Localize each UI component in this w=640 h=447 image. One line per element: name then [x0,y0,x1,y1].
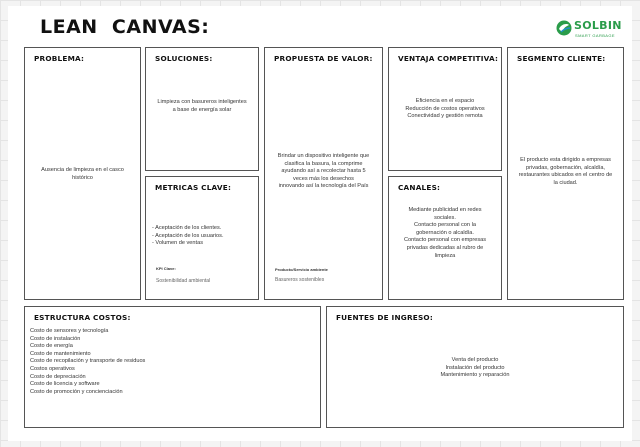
problema-heading: PROBLEMA: [34,54,85,63]
logo [556,18,620,42]
ingresos-line: Mantenimiento y reparación [440,372,510,379]
canales-line: sociales. [434,214,456,221]
product-label: Producto/Servicio ambiente [275,267,328,272]
soluciones-line: a base de energía solar [172,106,232,113]
metricas-line: - Aceptación de los usuarios. [152,232,224,239]
problema-line: histórico [72,174,93,181]
canales-line: Contacto personal con empresas [403,237,487,244]
problema-text [29,167,136,182]
propuesta-line: veces más los desechos [293,175,354,182]
kpi-label: KPI Clave: [156,266,176,271]
ingresos-text [331,357,619,380]
costos-item: Costo de depreciación [30,373,86,380]
ventaja-section [388,47,502,171]
soluciones-line: Limpieza con basureros inteligentes [157,99,247,105]
solbin-leaf-logo-icon [556,20,572,36]
costos-item: Costo de mantenimiento [30,350,91,357]
canales-line: privadas dedicadas al rubro de [406,244,484,251]
soluciones-text [150,99,254,114]
ingresos-section [326,306,624,428]
propuesta-line: clasifica la basura, la comprime [284,160,363,167]
costos-item: Costos operativos [30,365,75,372]
propuesta-section [264,47,383,300]
propuesta-text [269,153,378,191]
problema-line: Ausencia de limpieza en el casco [41,167,124,173]
canales-line: Contacto personal con la [414,222,476,229]
segmento-line: la ciudad. [553,179,578,186]
canales-line: gobernación o alcaldía. [416,229,474,236]
ventaja-line: Reducción de costos operativos [405,105,485,112]
metricas-line: - Volumen de ventas [152,240,203,247]
segmento-line: restaurantes ubicados en el centro de [518,172,613,179]
kpi-value: Sostenibilidad ambiental [156,278,211,284]
soluciones-heading: SOLUCIONES: [155,54,213,63]
ventaja-line: Eficiencia en el espacio [415,98,475,104]
segmento-text [512,157,619,187]
metricas-line: - Aceptación de los clientes. [152,225,222,231]
propuesta-line: ayudando así a recolectar hasta 5 [281,168,366,175]
segmento-line: privadas, gobernación, alcaldía, [526,164,605,171]
propuesta-line: Brindar un dispositivo inteligente que [277,153,370,159]
ventaja-text [393,98,497,121]
metricas-text [152,225,254,248]
costos-item: Costo de promoción y concienciación [30,388,123,395]
ingresos-line: Instalación del producto [445,364,505,371]
page-title: LEAN CANVAS: [40,16,210,38]
propuesta-heading: PROPUESTA DE VALOR: [274,54,373,63]
canales-heading: CANALES: [398,183,441,192]
segmento-line: El producto esta dirigido a empresas [520,157,611,163]
ventaja-heading: VENTAJA COMPETITIVA: [398,54,499,63]
ingresos-heading: FUENTES DE INGRESO: [336,313,433,322]
costos-item: Costo de licencia y software [30,381,100,388]
costos-item: Costo de sensores y tecnología [30,328,109,334]
costos-heading: ESTRUCTURA COSTOS: [34,313,131,322]
propuesta-line: innovando así la tecnología del País [278,183,369,190]
segmento-heading: SEGMENTO CLIENTE: [517,54,606,63]
canales-text [393,207,497,260]
soluciones-section [145,47,259,171]
logo-name: SOLBIN [574,19,622,32]
costos-item: Costo de instalación [30,335,81,342]
ventaja-line: Conectividad y gestión remota [407,113,483,120]
segmento-section [507,47,624,300]
product-value: Basureros sostenibles [275,277,325,283]
canales-line: limpieza [434,252,456,259]
problema-section [24,47,141,300]
costos-item: Costo de recopilación y transporte de residuos [30,358,146,365]
costos-list [30,328,316,396]
canales-line: Mediante publicidad en redes [408,207,482,213]
costos-item: Costo de energía [30,343,73,350]
logo-tagline: SMART GARBAGE [575,33,615,38]
costos-section [24,306,321,428]
ingresos-line: Venta del producto [451,357,499,363]
metricas-section [145,176,259,300]
metricas-heading: METRICAS CLAVE: [155,183,232,192]
canales-section [388,176,502,300]
